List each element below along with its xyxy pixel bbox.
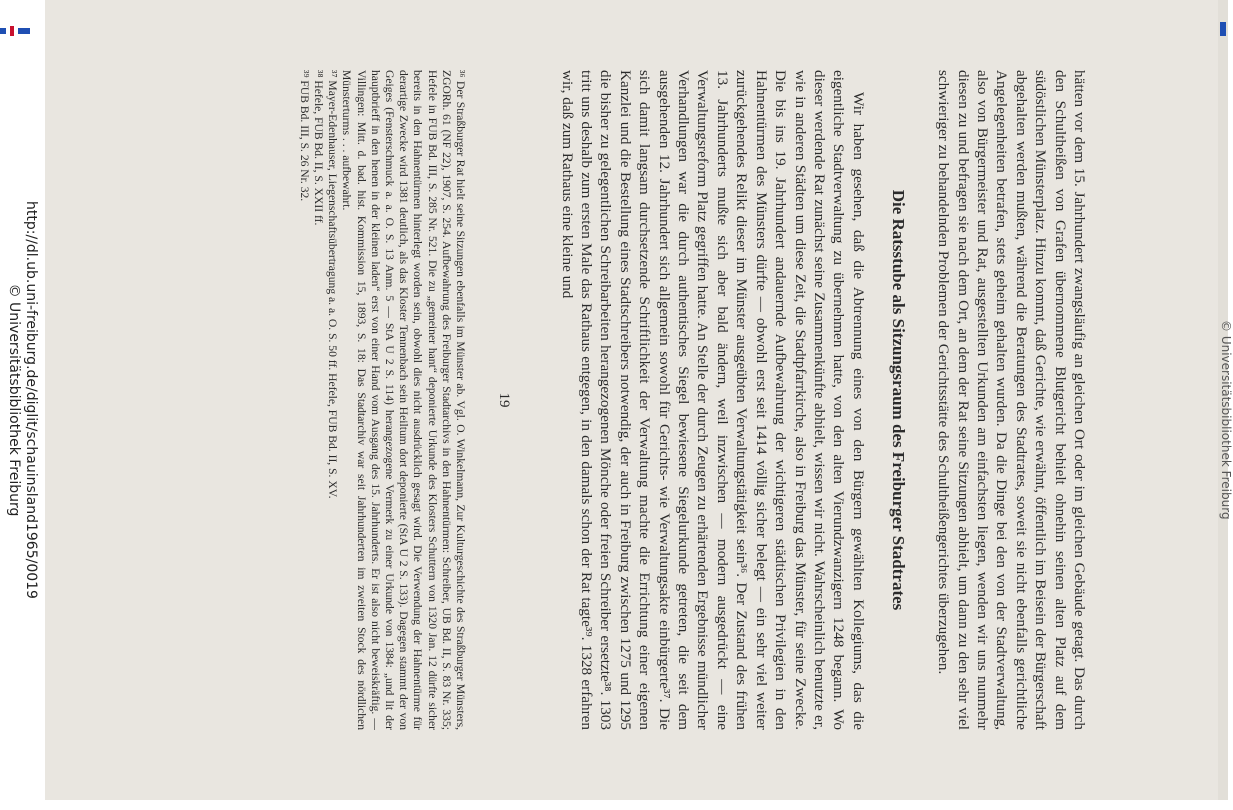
page-number: 19 [495, 392, 512, 408]
main-paragraph: Wir haben gesehen, daß die Abtrennung eines von den Bürgern gewählten Kollegiums, das die eigentliche Stadtverwaltung zu übernehmen hatte, von den alten Vierundzwanzigern 1248 begann. Wo dieser werdende Rat zunächst seine Zusammenkünfte abhielt, wissen wir nicht. Wahrscheinlich benutzte er, wie in anderen Städten um diese Zeit, die Stadtpfarrkirche, also in Freiburg das Münster, für seine Zwecke. Die bis ins 19. Jahrhundert andauernde Aufbewahrung der wichtigeren städtischen Privilegien in den Hahnentürmen des Münsters dürfte — obwohl erst seit 1414 völlig sicher belegt — ein sehr viel weiter zurückgehendes Relikt dieser im Münster ausgeübten Verwaltungstätigkeit sein³⁶. Der Zustand des frühen 13. Jahrhunderts mußte sich aber bald ändern, weil inzwischen — modern ausgedrückt — eine Verwaltungsreform Platz gegriffen hatte. An Stelle der durch Zeugen zu erhärtenden Ergebnisse mündlicher Verhandlungen war die durch authentisches Siegel bewiesene Siegelurkunde getreten, die seit dem ausgehenden 12. Jahrhundert sich allgemein sowohl für Gerichts- wie Verwaltungsakte einbürgerte³⁷. Die sich damit langsam durchsetzende Schriftlichkeit der Verwaltung machte die Errichtung einer eigenen Kanzlei und die Bestellung eines Stadtschreibers notwendig, der auch in Freiburg zwischen 1275 und 1295 die bisher zu gelegentlichen Schreibarbeiten herangezogenen Mönche oder freien Schreiber ersetzte³⁸. 1303 tritt uns deshalb zum ersten Male das Rathaus entgegen, in den damals schon der Rat tagte³⁹. 1328 erfahren wir, daß zum Rathaus eine kleine und [558, 70, 867, 730]
footnote-38: ³⁸ Hefele, FUB Bd. II, S. XXII ff. [311, 70, 325, 226]
footnote-39: ³⁹ FUB Bd. III, S. 26 Nr. 32. [297, 70, 311, 202]
permalink-url[interactable]: http://dl.ub.uni-freiburg.de/diglit/schauinsland1965/0019 [23, 201, 39, 599]
intro-paragraph: hätten vor dem 15. Jahrhundert zwangsläufig an gleichen Ort oder im gleichen Gebäude getagt. Das durch den Schultheißen von Grafen übernommene Blutgericht behielt ohnehin seinen alten Platz auf dem südöstlichen Münsterplatz. Hinzu kommt, daß Gerichte, wie erwähnt, öffentlich im Beisein der Bürgerschaft abgehalten werden mußten, während die Beratungen des Stadtrates, soweit sie nicht ebenfalls gerichtliche Angelegenheiten betrafen, stets geheim gehalten wurden. Da die Dinge bei den von der Stadtverwaltung, also von Bürgermeister und Rat, ausgestellten Urkunden am einfachsten liegen, wenden wir uns nunmehr diesen zu und befragen sie nach dem Ort, an dem der Rat seine Sitzungen abhielt, um dann zu den sehr viel schwieriger zu behandelnden Problemen der Gerichtsstätte des Schultheißengerichtes überzugehen. [934, 70, 1088, 730]
viewer-sidebar [0, 0, 45, 800]
footnote-37: ³⁷ Mayer-Edenhauser, Liegenschaftsübertragung a. a. O. S. 50 ff. Hefele, FUB Bd. II, S. XV. [325, 70, 339, 499]
footnote-36: ³⁶ Der Straßburger Rat hielt seine Sitzungen ebenfalls im Münster ab. Vgl. O. Winkelmann, Zur Kulturgeschichte des Straßburger Münsters, ZGORh. 61 (NF 22), 1907, S. 254. Aufbewahrung des Freiburger Stadtarchivs in den Hahnentürmen: Schreiber, UB Bd. II, S. 83 Nr. 335; Hefele in FUB Bd. III, S. 285 Nr. 521. Die zu „gemeiner hant“ deponierte Urkunde des Klosters Schuttern von 1320 Jan. 12 dürfte sicher bereits in den Hahnentürmen hinterlegt worden sein, obwohl dies nicht ausdrücklich gesagt wird. Die Verwendung der Hahnentürme für derartige Zwecke wird 1381 deutlich, als das Kloster Tennenbach sein Heiltum dort deponierte (StA U 2 S. 133). Dagegen stammt der von Geiges (Fensterschmuck a. a. O. S. 13 Anm. 5 — StA U 2 S. 114) herangezogene Vermerk zu einer Urkunde von 1384: „und lit der hauptbrieff in den henen in der kleinen laden“ erst von einer Hand vom Ausgang des 15. Jahrhunderts. Er ist also nicht beweiskräftig. — Villingen: Mitt. d. bad. hist. Kommission 15, 1893, S. 18: Das Stadtarchiv war seit Jahrhunderten im zweiten Stock des nördlichen Münsterturms . . . aufbewahrt. [339, 70, 467, 730]
scanned-page [45, 0, 1233, 800]
rotated-page-content [167, 30, 1107, 770]
next-page-copyright: © Universitätsbibliothek Freiburg [1219, 320, 1233, 520]
bookmark-icon [1220, 22, 1226, 36]
section-heading: Die Ratsstube als Sitzungsraum des Freiburger Stadtrates [888, 189, 908, 611]
next-page-edge [1218, 0, 1233, 800]
copyright-notice: © Universitätsbibliothek Freiburg [6, 283, 22, 517]
footnotes [296, 70, 466, 730]
